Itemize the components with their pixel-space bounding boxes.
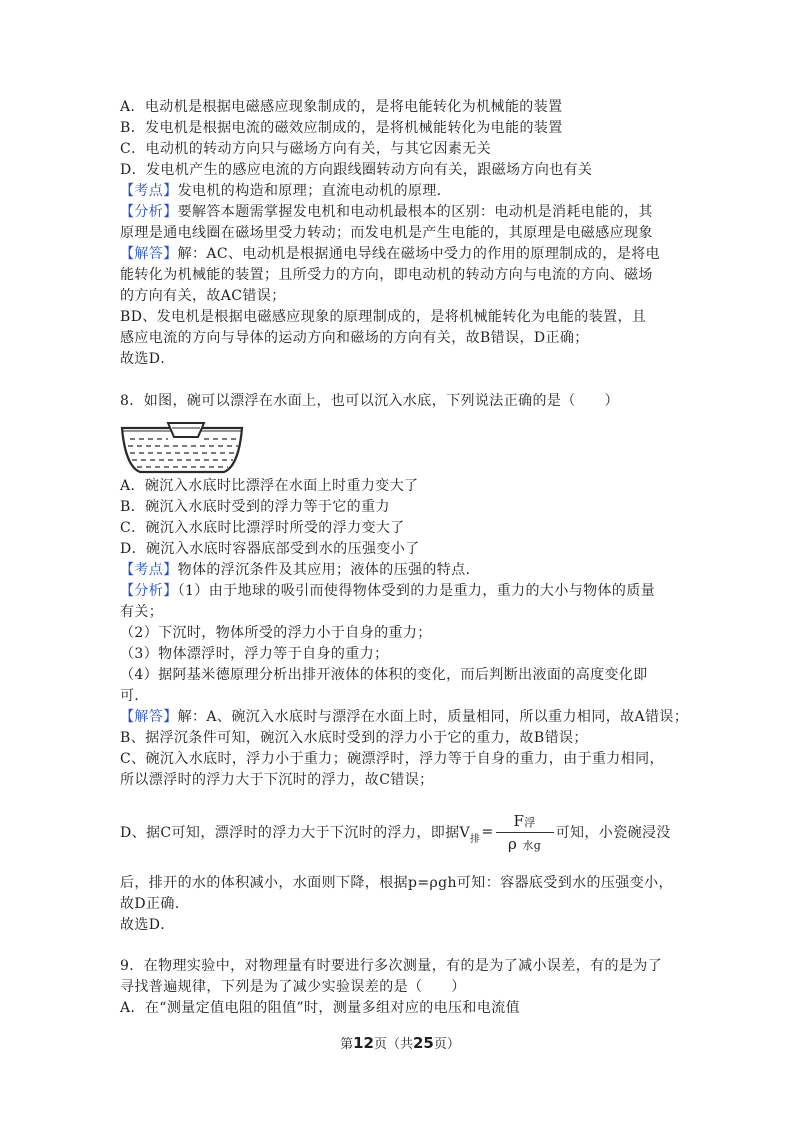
jieda-line: 所以漂浮时的浮力大于下沉时的浮力，故C错误； bbox=[120, 772, 434, 788]
fenxi-line: 原理是通电线圈在磁场里受力转动；而发电机是产生电能的，其原理是电磁感应现象 bbox=[120, 225, 653, 241]
jieda-line: 感应电流的方向与导体的运动方向和磁场的方向有关，故B错误，D正确； bbox=[120, 330, 589, 346]
denominator-g: g bbox=[533, 838, 542, 852]
option-b: B．发电机是根据电流的磁效应制成的，是将机械能转化为电能的装置 bbox=[120, 120, 563, 136]
kaodian-tag: 【考点】 bbox=[120, 183, 178, 199]
formula-line bbox=[120, 791, 700, 873]
kaodian-tag: 【考点】 bbox=[120, 562, 178, 578]
option-d: D．碗沉入水底时容器底部受到水的压强变小了 bbox=[120, 541, 420, 557]
formula-equals: = bbox=[481, 824, 494, 840]
fenxi-tag: 【分析】 bbox=[120, 583, 178, 599]
footer-prefix: 第 bbox=[340, 1037, 354, 1052]
jieda-line: C、碗沉入水底时，浮力小于重力；碗漂浮时，浮力等于自身的重力，由于重力相同， bbox=[120, 751, 664, 767]
option-c: C．电动机的转动方向只与磁场方向有关，与其它因素无关 bbox=[120, 141, 492, 157]
option-a: A．碗沉入水底时比漂浮在水面上时重力变大了 bbox=[120, 478, 419, 494]
jieda-line: 的方向有关，故AC错误； bbox=[120, 288, 286, 304]
numerator-subscript: 浮 bbox=[524, 815, 536, 829]
q7-fenxi bbox=[120, 202, 700, 223]
formula-text-after: 可知，小瓷碗浸没 bbox=[555, 825, 671, 841]
buoyancy-fraction bbox=[496, 812, 554, 853]
current-page-number: 12 bbox=[353, 1034, 374, 1052]
q8-question: 8．如图，碗可以漂浮在水面上，也可以沉入水底，下列说法正确的是（ ） bbox=[120, 393, 619, 409]
footer-middle: 页（共 bbox=[373, 1037, 413, 1052]
q8-kaodian bbox=[120, 560, 700, 581]
jieda-tag: 【解答】 bbox=[120, 246, 178, 262]
denominator-symbol: ρ bbox=[507, 834, 518, 853]
q8-fenxi bbox=[120, 581, 700, 602]
kaodian-text: 物体的浮沉条件及其应用；液体的压强的特点． bbox=[177, 562, 481, 578]
bowl-in-water-figure bbox=[120, 420, 246, 476]
formula-v-subscript: 排 bbox=[470, 833, 481, 845]
option-a: A．在“测量定值电阻的阻值”时，测量多组对应的电压和电流值 bbox=[120, 1000, 521, 1016]
fenxi-line: （1）由于地球的吸引而使得物体受到的力是重力，重力的大小与物体的质量 bbox=[177, 583, 656, 599]
jieda-line: 能转化为机械能的装置；且所受力的方向，即电动机的转动方向与电流的方向、磁场 bbox=[120, 267, 653, 283]
jieda-line: 解：A、碗沉入水底时与漂浮在水面上时，质量相同，所以重力相同，故A错误； bbox=[177, 709, 689, 725]
page-content bbox=[120, 97, 700, 1019]
fenxi-tag: 【分析】 bbox=[120, 204, 178, 220]
fenxi-line: 要解答本题需掌握发电机和电动机最根本的区别：电动机是消耗电能的，其 bbox=[177, 204, 653, 220]
numerator-symbol: F bbox=[513, 811, 525, 830]
q7-kaodian bbox=[120, 181, 700, 202]
denominator-subscript: 水 bbox=[522, 838, 534, 852]
footer-suffix: 页） bbox=[433, 1037, 460, 1052]
q7-options bbox=[120, 97, 700, 181]
option-c: C．碗沉入水底时比漂浮时所受的浮力变大了 bbox=[120, 520, 405, 536]
q9-question-line: 寻找普遍规律，下列是为了减少实验误差的是（ ） bbox=[120, 979, 466, 995]
q8-options bbox=[120, 476, 700, 560]
jieda-line: 解：AC、电动机是根据通电导线在磁场中受力的作用的原理制成的，是将电 bbox=[177, 246, 661, 262]
jieda-line: 故选D． bbox=[120, 351, 175, 367]
bowl-basin-illustration bbox=[120, 420, 246, 476]
jieda-line: 故选D． bbox=[120, 917, 175, 933]
option-d: D．发电机产生的感应电流的方向跟线圈转动方向有关，跟磁场方向也有关 bbox=[120, 162, 593, 178]
kaodian-text: 发电机的构造和原理；直流电动机的原理． bbox=[177, 183, 452, 199]
fenxi-line: （3）物体漂浮时，浮力等于自身的重力； bbox=[120, 646, 389, 662]
q7-jieda bbox=[120, 244, 700, 265]
fenxi-line: 可． bbox=[120, 688, 149, 704]
jieda-line: 故D正确． bbox=[120, 896, 190, 912]
fraction-denominator bbox=[508, 833, 541, 853]
formula-text-before: D、据C可知，漂浮时的浮力大于下沉时的浮力，即据V bbox=[120, 825, 471, 841]
jieda-line: 后，排开的水的体积减小，水面则下降，根据p=ρgh可知：容器底受到水的压强变小， bbox=[120, 875, 673, 891]
page-footer bbox=[0, 1033, 800, 1055]
fenxi-line: 有关； bbox=[120, 604, 164, 620]
jieda-line: BD、发电机是根据电磁感应现象的原理制成的，是将机械能转化为电能的装置，且 bbox=[120, 309, 647, 325]
fenxi-line: （2）下沉时，物体所受的浮力小于自身的重力； bbox=[120, 625, 432, 641]
jieda-line: B、据浮沉条件可知，碗沉入水底时受到的浮力小于它的重力，故B错误； bbox=[120, 730, 588, 746]
q8-jieda bbox=[120, 707, 700, 728]
jieda-tag: 【解答】 bbox=[120, 709, 178, 725]
total-page-number: 25 bbox=[413, 1034, 434, 1052]
option-b: B．碗沉入水底时受到的浮力等于它的重力 bbox=[120, 499, 390, 515]
fraction-numerator bbox=[509, 812, 539, 832]
option-a: A．电动机是根据电磁感应现象制成的，是将电能转化为机械能的装置 bbox=[120, 99, 563, 115]
q9-question-line: 9．在物理实验中，对物理量有时要进行多次测量，有的是为了减小误差，有的是为了 bbox=[120, 958, 663, 974]
fenxi-line: （4）据阿基米德原理分析出排开液体的体积的变化，而后判断出液面的高度变化即 bbox=[120, 667, 648, 683]
